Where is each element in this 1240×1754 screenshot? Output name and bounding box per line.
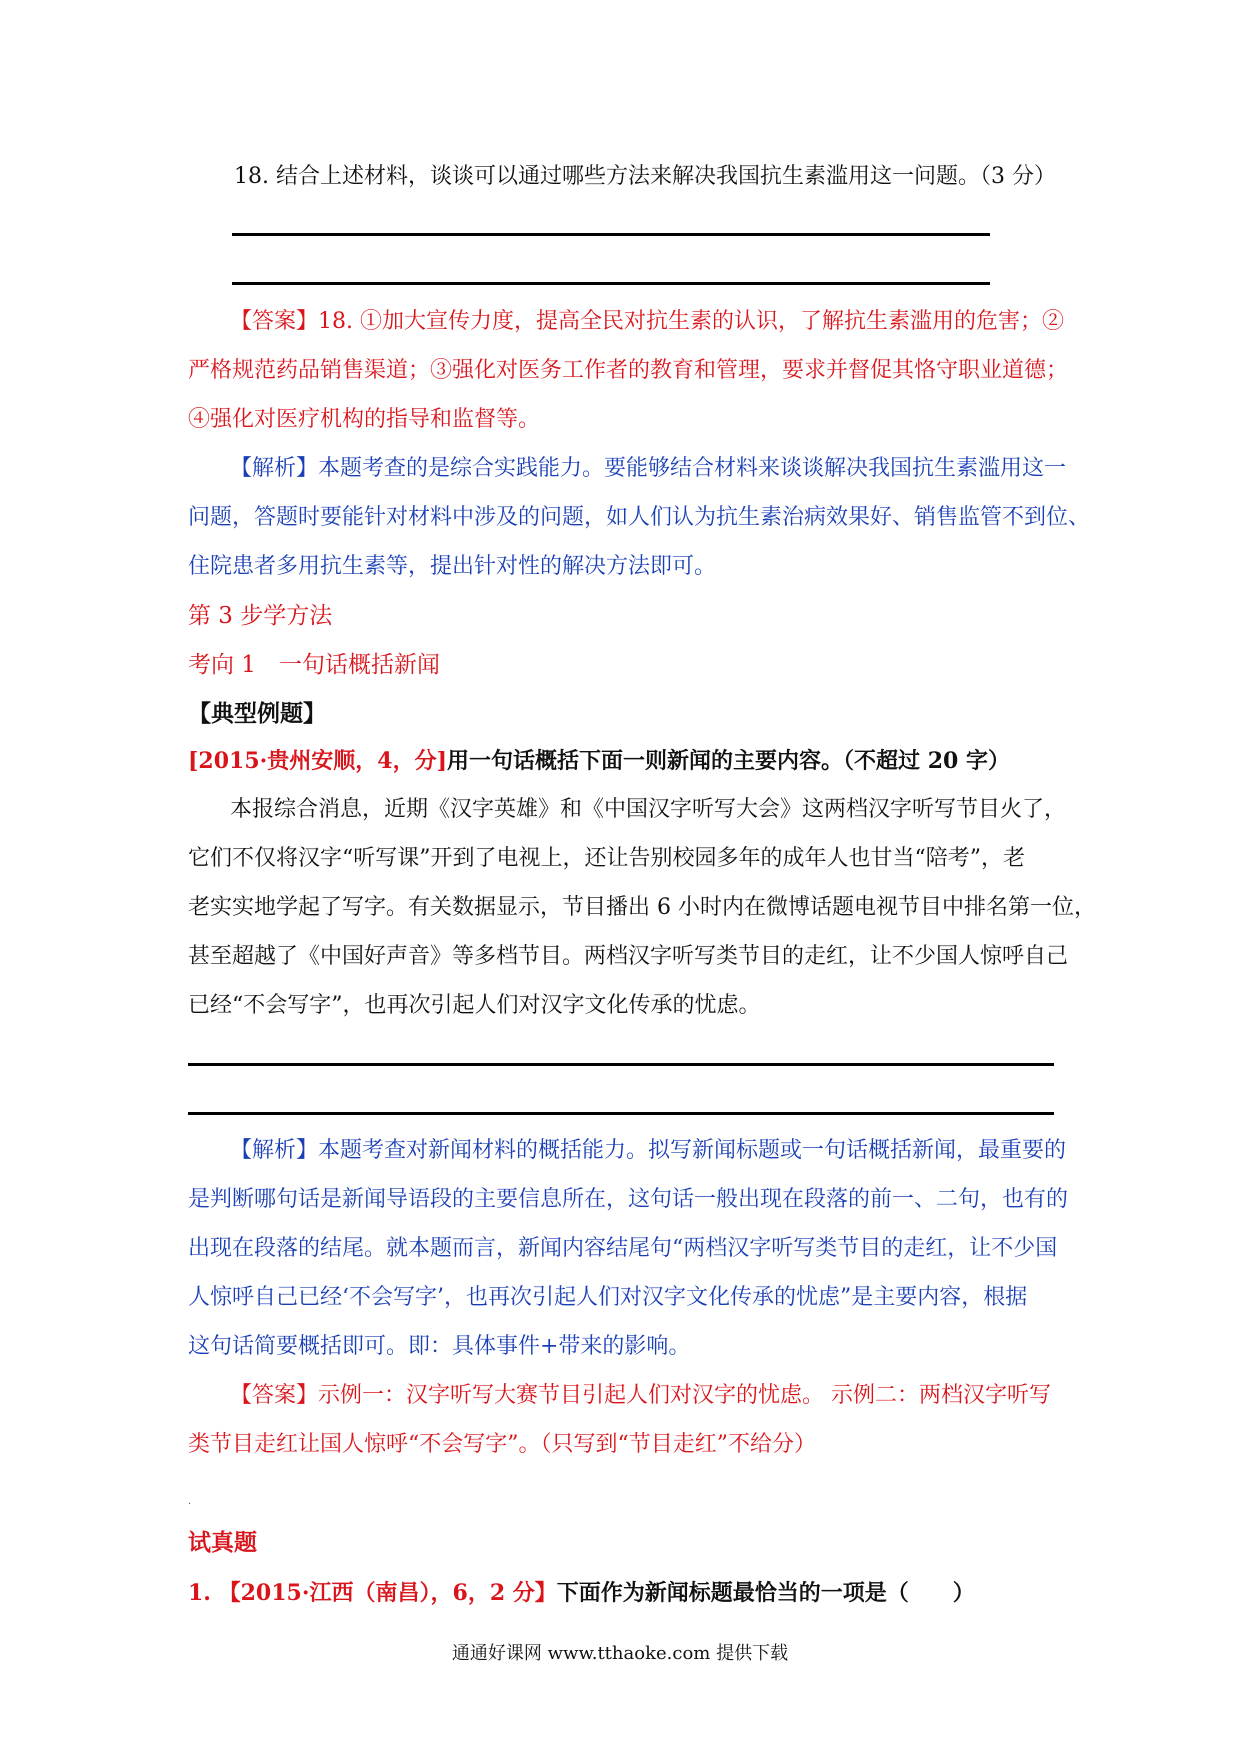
passage-line: 甚至超越了《中国好声音》等多档节目。两档汉字听写类节目的走红，让不少国人惊呼自己 — [188, 944, 1069, 969]
analysis-line: 这句话简要概括即可。即：具体事件+带来的影响。 — [188, 1334, 691, 1359]
answer-line: 【答案】18. ①加大宣传力度，提高全民对抗生素的认识，了解抗生素滥用的危害；② — [230, 309, 1064, 334]
answer-line: 类节目走红让国人惊呼“不会写字”。（只写到“节目走红”不给分） — [188, 1432, 816, 1457]
answer-line: 严格规范药品销售渠道；③强化对医务工作者的教育和管理，要求并督促其恪守职业道德； — [188, 358, 1069, 383]
example-label: 【典型例题】 — [188, 700, 326, 727]
example-prompt: 用一句话概括下面一则新闻的主要内容。（不超过 20 字） — [447, 748, 1010, 774]
question-18: 18. 结合上述材料，谈谈可以通过哪些方法来解决我国抗生素滥用这一问题。（3 分） — [234, 164, 1056, 189]
example-question — [188, 746, 1010, 776]
analysis-line: 人惊呼自己已经‘不会写字’，也再次引起人们对汉字文化传承的忧虑”是主要内容，根据 — [188, 1285, 1028, 1310]
stray-mark: . — [188, 1496, 192, 1507]
answer-blank-line-3 — [188, 1063, 1054, 1066]
practice-q1-source: 1. 【2015·江西（南昌），6，2 分】 — [188, 1580, 557, 1606]
topic-title: 考向 1 一句话概括新闻 — [188, 652, 440, 678]
analysis-line: 问题，答题时要能针对材料中涉及的问题，如人们认为抗生素治病效果好、销售监管不到位、 — [188, 505, 1091, 530]
passage-line: 本报综合消息，近期《汉字英雄》和《中国汉字听写大会》这两档汉字听写节目火了， — [230, 797, 1067, 822]
analysis-line: 是判断哪句话是新闻导语段的主要信息所在，这句话一般出现在段落的前一、二句，也有的 — [188, 1187, 1069, 1212]
example-source: [2015·贵州安顺，4，分] — [188, 748, 448, 774]
practice-title: 试真题 — [188, 1529, 257, 1556]
practice-question-1 — [188, 1578, 975, 1608]
answer-line: 【答案】示例一：汉字听写大赛节目引起人们对汉字的忧虑。 示例二：两档汉字听写 — [230, 1383, 1051, 1408]
passage-line: 老实实地学起了写字。有关数据显示，节目播出 6 小时内在微博话题电视节目中排名第一位， — [188, 895, 1096, 920]
analysis-line: 【解析】本题考查的是综合实践能力。要能够结合材料来谈谈解决我国抗生素滥用这一 — [230, 456, 1067, 481]
answer-line: ④强化对医疗机构的指导和监督等。 — [188, 407, 541, 432]
practice-q1-text: 下面作为新闻标题最恰当的一项是（ ） — [556, 1580, 975, 1606]
passage-line: 已经“不会写字”，也再次引起人们对汉字文化传承的忧虑。 — [188, 993, 761, 1018]
analysis-line: 住院患者多用抗生素等，提出针对性的解决方法即可。 — [188, 554, 717, 579]
analysis-line: 出现在段落的结尾。就本题而言，新闻内容结尾句“两档汉字听写类节目的走红，让不少国 — [188, 1236, 1058, 1261]
answer-blank-line-2 — [232, 282, 990, 285]
passage-line: 它们不仅将汉字“听写课”开到了电视上，还让告别校园多年的成年人也甘当“陪考”，老 — [188, 846, 1025, 871]
page-footer: 通通好课网 www.tthaoke.com 提供下载 — [451, 1643, 789, 1664]
step3-title: 第 3 步学方法 — [188, 603, 333, 629]
analysis-line: 【解析】本题考查对新闻材料的概括能力。拟写新闻标题或一句话概括新闻，最重要的 — [230, 1138, 1067, 1163]
answer-blank-line-4 — [188, 1112, 1054, 1115]
answer-blank-line-1 — [232, 233, 990, 236]
